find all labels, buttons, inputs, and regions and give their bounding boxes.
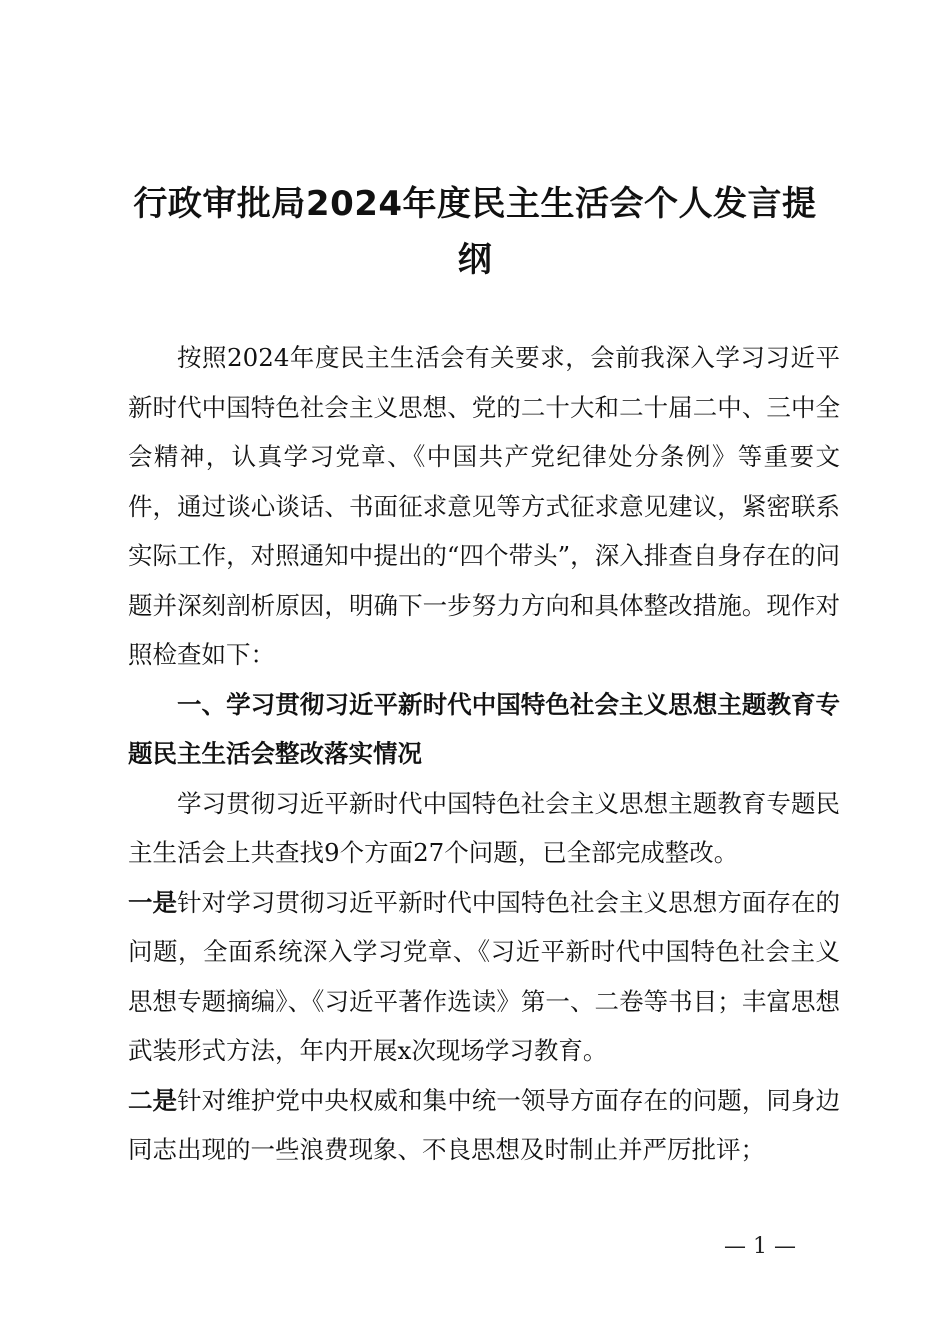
title-line-1: 行政审批局2024年度民主生活会个人发言提 <box>133 184 817 224</box>
document-body <box>128 333 840 1175</box>
item-2-text: 针对维护党中央权威和集中统一领导方面存在的问题，同身边同志出现的一些浪费现象、不良思想及时制止并严厉批评； <box>128 1085 840 1164</box>
item-1-text: 针对学习贯彻习近平新时代中国特色社会主义思想方面存在的问题，全面系统深入学习党章、《习近平新时代中国特色社会主义思想专题摘编》、《习近平著作选读》第一、二卷等书目；丰富思想武装形式方法，年内开展x次现场学习教育。 <box>128 887 840 1065</box>
title-line-2: 纲 <box>457 240 493 280</box>
item-2-paragraph <box>128 1076 840 1175</box>
section-1-heading: 一、学习贯彻习近平新时代中国特色社会主义思想主题教育专题民主生活会整改落实情况 <box>128 689 840 768</box>
page-number: — 1 — <box>724 1234 796 1259</box>
intro-paragraph: 按照2024年度民主生活会有关要求，会前我深入学习习近平新时代中国特色社会主义思想、党的二十大和二十届二中、三中全会精神，认真学习党章、《中国共产党纪律处分条例》等重要文件，通过谈心谈话、书面征求意见等方式征求意见建议，紧密联系实际工作，对照通知中提出的“四个带头”，深入排查自身存在的问题并深刻剖析原因，明确下一步努力方向和具体整改措施。现作对照检查如下： <box>128 343 840 669</box>
item-2-lead: 二是 <box>128 1085 178 1115</box>
item-1-lead: 一是 <box>128 887 178 917</box>
item-1-paragraph <box>128 878 840 1076</box>
section-1-summary: 学习贯彻习近平新时代中国特色社会主义思想主题教育专题民主生活会上共查找9个方面27个问题，已全部完成整改。 <box>128 788 840 867</box>
document-title <box>110 176 840 288</box>
